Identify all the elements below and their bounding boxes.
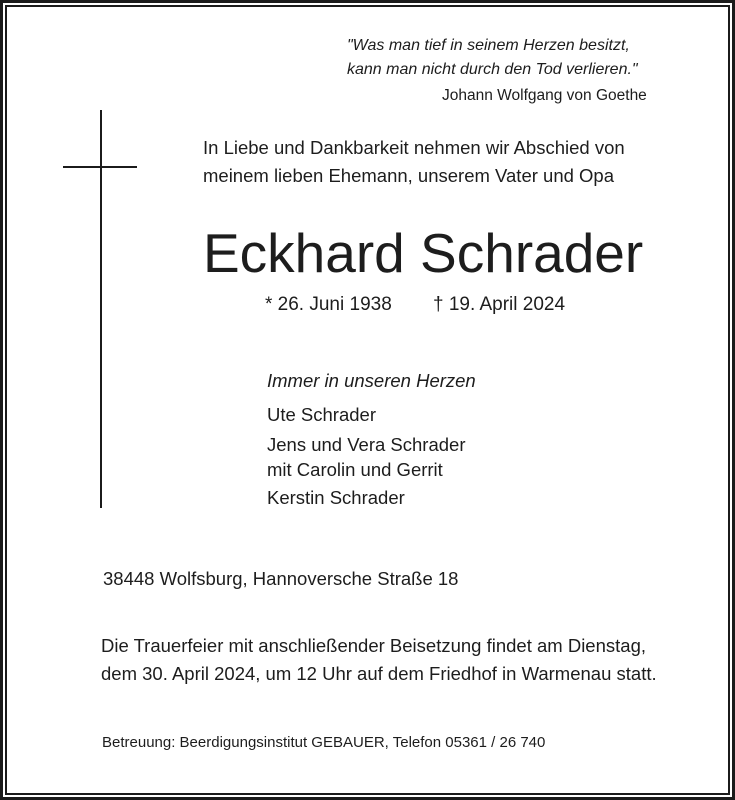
funeral-info [101, 632, 657, 688]
mourners-block [267, 368, 476, 510]
intro-line-2: meinem lieben Ehemann, unserem Vater und Opa [203, 165, 615, 186]
latin-cross-vertical-bar [100, 110, 102, 508]
mourner-line: Kerstin Schrader [267, 487, 405, 508]
mourner-line: Jens und Vera Schrader [267, 434, 466, 455]
goethe-quote [347, 34, 638, 82]
funeral-info-line-1: Die Trauerfeier mit anschließender Beisetzung findet am Dienstag, [101, 635, 646, 656]
funeral-home-note: Betreuung: Beerdigungsinstitut GEBAUER, Telefon 05361 / 26 740 [102, 734, 546, 751]
intro-line-1: In Liebe und Dankbarkeit nehmen wir Abschied von [203, 137, 625, 158]
birth-date: * 26. Juni 1938 [265, 294, 392, 315]
death-date: † 19. April 2024 [433, 294, 566, 315]
mourners-heading: Immer in unseren Herzen [267, 370, 476, 391]
quote-line-1: "Was man tief in seinem Herzen besitzt, [347, 37, 630, 54]
mourner-line: mit Carolin und Gerrit [267, 459, 443, 480]
mourner-line: Ute Schrader [267, 404, 376, 425]
intro-text [203, 134, 625, 190]
address-line: 38448 Wolfsburg, Hannoversche Straße 18 [103, 568, 459, 589]
quote-line-2: kann man nicht durch den Tod verlieren." [347, 61, 638, 78]
quote-attribution: Johann Wolfgang von Goethe [442, 87, 647, 104]
funeral-info-line-2: dem 30. April 2024, um 12 Uhr auf dem Friedhof in Warmenau statt. [101, 663, 657, 684]
deceased-name: Eckhard Schrader [203, 222, 644, 284]
latin-cross-horizontal-bar [63, 166, 137, 168]
